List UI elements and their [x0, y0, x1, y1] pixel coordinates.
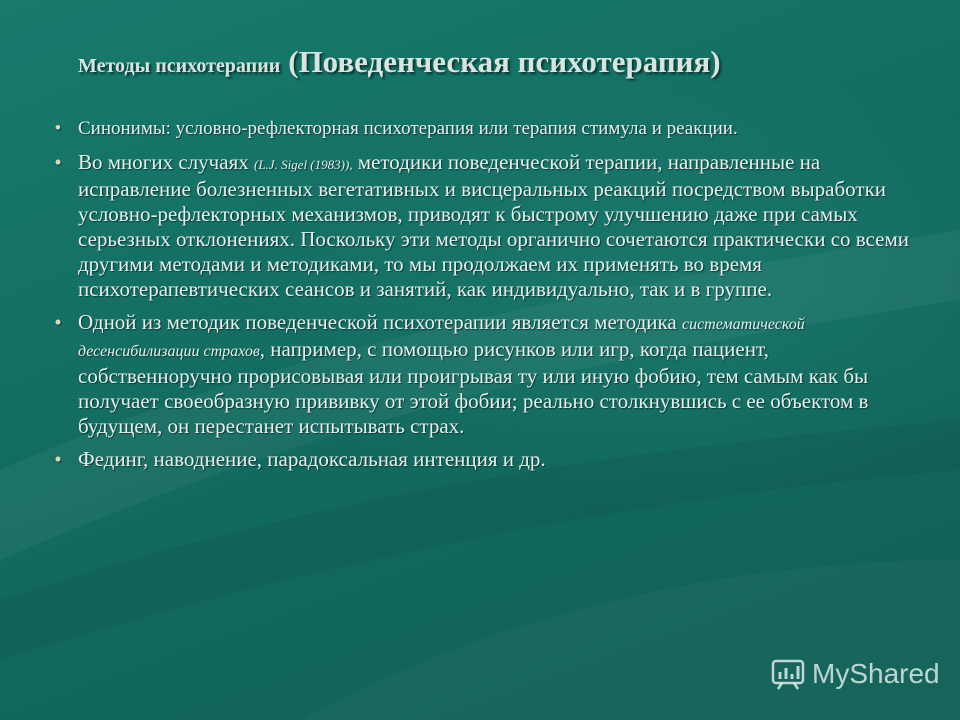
watermark-text: MyShared: [812, 658, 940, 689]
bullet-text-cont: методики поведенческой терапии, направленные на исправление болезненных вегетативных и висцеральных реакций посредством выработки условно-рефлекторных механизмов, приводят к быстрому улучшению даже при самых серьезных отклонениях. Поскольку эти методы органично сочетаются практически со всеми другими методами и методиками, то мы продолжаем их применять во время психотерапевтических сеансов и занятий, как индивидуально, так и в группе.: [78, 150, 909, 301]
bullet-item: [38, 150, 928, 302]
bullet-item: [38, 118, 928, 140]
bullet-text: Синонимы: условно-рефлекторная психотерапия или терапия стимула и реакции.: [78, 118, 738, 139]
bullet-item: [38, 447, 928, 472]
bullet-text: Во многих случаях: [78, 150, 254, 174]
watermark: [770, 652, 940, 696]
citation: (L.J. Sigel (1983)),: [253, 157, 353, 172]
bullet-dot-icon: •: [54, 310, 62, 334]
bullet-dot-icon: •: [54, 150, 62, 174]
bullet-dot-icon: •: [54, 447, 62, 471]
bullet-text: Одной из методик поведенческой психотерапии является методика: [78, 310, 682, 334]
bullet-text-cont: , например, с помощью рисунков или игр, когда пациент, собственноручно прорисовывая или проигрывая ту или иную фобию, тем самым как бы получает своеобразную прививку от этой фобии; реально столкнувшись с ее объектом в будущем, он перестанет испытывать страх.: [78, 337, 869, 438]
italic-term: систематической десенсибилизации страхов: [78, 316, 805, 360]
title-subtitle: (Поведенческая психотерапия): [288, 44, 721, 79]
bullet-dot-icon: •: [54, 118, 62, 139]
myshared-logo-icon: [770, 656, 806, 692]
bullet-item: [38, 310, 928, 439]
title-main: Методы психотерапии: [78, 55, 281, 77]
bullet-list: [38, 118, 928, 480]
slide-title: [78, 44, 918, 80]
bullet-text: Фединг, наводнение, парадоксальная интенция и др.: [78, 447, 546, 471]
